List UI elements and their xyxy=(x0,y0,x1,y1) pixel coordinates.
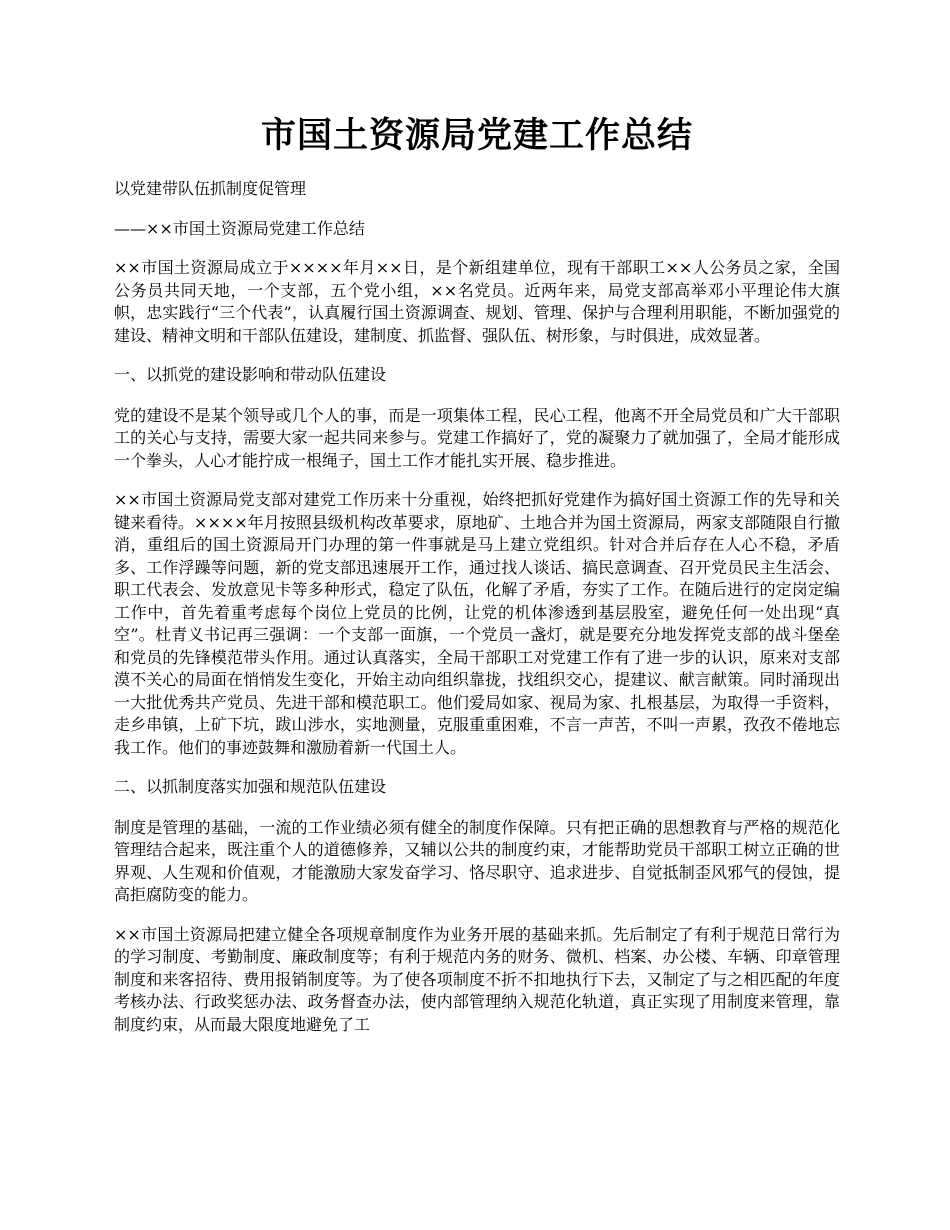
body-paragraph: ××市国土资源局把建立健全各项规章制度作为业务开展的基础来抓。先后制定了有利于规范日常行为的学习制度、考勤制度、廉政制度等；有利于规范内务的财务、微机、档案、办公楼、车辆、印章管理制度和来客招待、费用报销制度等。为了使各项制度不折不扣地执行下去，又制定了与之相匹配的年度考核办法、行政奖惩办法、政务督查办法，使内部管理纳入规范化轨道，真正实现了用制度来管理，靠制度约束，从而最大限度地避免了工 xyxy=(114,924,840,1034)
document-title: 市国土资源局党建工作总结 xyxy=(260,115,693,156)
body-paragraph: 党的建设不是某个领导或几个人的事，而是一项集体工程，民心工程，他离不开全局党员和广大干部职工的关心与支持，需要大家一起共同来参与。党建工作搞好了，党的凝聚力了就加强了，全局才能形成一个拳头，人心才能拧成一根绳子，国土工作才能扎实开展、稳步推进。 xyxy=(114,405,840,470)
body-paragraph: ××市国土资源局党支部对建党工作历来十分重视，始终把抓好党建作为搞好国土资源工作的先导和关键来看待。××××年月按照县级机构改革要求，原地矿、土地合并为国土资源局，两家支部随限自行撤消，重组后的国土资源局开门办理的第一件事就是马上建立党组织。针对合并后存在人心不稳，矛盾多、工作浮躁等问题，新的党支部迅速展开工作，通过找人谈话、搞民意调查、召开党员民主生活会、职工代表会、发放意见卡等多种形式，稳定了队伍，化解了矛盾，夯实了工作。在随后进行的定岗定编工作中，首先着重考虑每个岗位上党员的比例，让党的机体渗透到基层股室，避免任何一处出现“真空”。杜青义书记再三强调：一个支部一面旗，一个党员一盏灯，就是要充分地发挥党支部的战斗堡垒和党员的先锋模范带头作用。通过认真落实，全局干部职工对党建工作有了进一步的认识，原来对支部漠不关心的局面在悄悄发生变化，开始主动向组织靠拢，找组织交心，提建议、献言献策。同时涌现出一大批优秀共产党员、先进干部和模范职工。他们爱局如家、视局为家、扎根基层，为取得一手资料，走乡串镇，上矿下坑，跋山涉水，实地测量，克服重重困难，不言一声苦，不叫一声累，孜孜不倦地忘我工作。他们的事迹鼓舞和激励着新一代国土人。 xyxy=(114,490,840,757)
document-body xyxy=(114,178,840,1053)
body-paragraph: 制度是管理的基础，一流的工作业绩必须有健全的制度作保障。只有把正确的思想教育与严格的规范化管理结合起来，既注重个人的道德修养，又辅以公共的制度约束，才能帮助党员干部职工树立正确的世界观、人生观和价值观，才能激励大家发奋学习、恪尽职守、追求进步、自觉抵制歪风邪气的侵蚀，提高拒腐防变的能力。 xyxy=(114,817,840,904)
subtitle-source: ——××市国土资源局党建工作总结 xyxy=(114,218,365,238)
section-heading-1: 一、以抓党的建设影响和带动队伍建设 xyxy=(114,365,387,384)
section-heading-2: 二、以抓制度落实加强和规范队伍建设 xyxy=(114,777,387,796)
subtitle: 以党建带队伍抓制度促管理 xyxy=(114,179,307,198)
intro-paragraph: ××市国土资源局成立于××××年月××日，是个新组建单位，现有干部职工××人公务员之家，全国公务员共同天地，一个支部，五个党小组，××名党员。近两年来，局党支部高举邓小平理论伟大旗帜，忠实践行“三个代表”，认真履行国土资源调查、规划、管理、保护与合理利用职能，不断加强党的建设、精神文明和干部队伍建设，建制度、抓监督、强队伍、树形象，与时俱进，成效显著。 xyxy=(114,258,840,345)
